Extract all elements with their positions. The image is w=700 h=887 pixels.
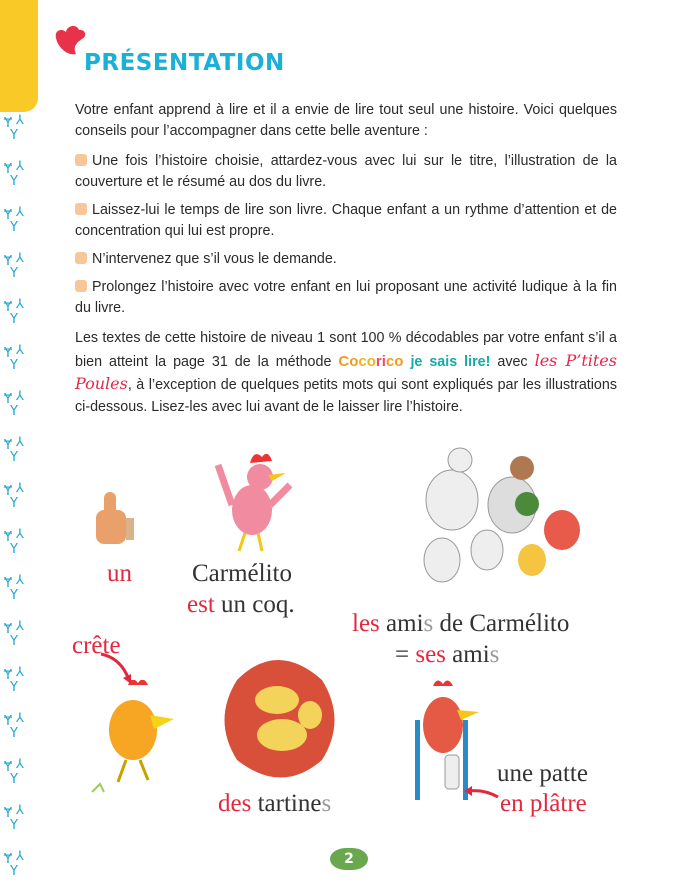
- word-les-amis: [352, 610, 569, 638]
- word-des-tartines: [218, 790, 331, 818]
- footprint-icon: Ɏ ⅄ Y: [4, 251, 24, 281]
- word-carmelito: Carmélito: [192, 560, 292, 587]
- thumbs-up-illustration: [88, 488, 138, 548]
- text: =: [395, 641, 416, 668]
- brand-part: co: [385, 352, 404, 370]
- tip-item: [75, 249, 617, 270]
- text: un coq.: [214, 591, 295, 618]
- text: Les textes de cette histoire de niveau 1 sont 100 % décodables par votre enfant s’il a bien atteint la page 31 de la méthode: [75, 330, 617, 370]
- page-number: 2: [330, 848, 368, 870]
- text: les: [352, 610, 380, 637]
- level-paragraph: [75, 328, 617, 418]
- footprint-icon: Ɏ ⅄ Y: [4, 573, 24, 603]
- bird-footprints-border: [4, 113, 36, 887]
- page-title: PRÉSENTATION: [84, 50, 285, 76]
- tip-item: [75, 200, 617, 242]
- tip-text: Une fois l’histoire choisie, attardez-vous avec lui sur le titre, l’illustration de la couverture et le résumé au dos du livre.: [75, 153, 617, 190]
- tip-item: [75, 151, 617, 193]
- footprint-icon: Ɏ ⅄ Y: [4, 619, 24, 649]
- word-un: un: [107, 560, 132, 587]
- brand-part: Co: [338, 352, 359, 370]
- brand-part: ri: [375, 352, 386, 370]
- footprint-icon: Ɏ ⅄ Y: [4, 665, 24, 695]
- text: , à l’exception de quelques petits mots qui sont expliqués par les illustrations ci-dessous. Lisez-les avec lui avant de le laisser lire l’histoire.: [75, 377, 617, 415]
- word-une-patte: une patte: [497, 760, 588, 787]
- text: ami: [445, 641, 490, 668]
- tartines-illustration: [222, 655, 337, 785]
- footprint-icon: Ɏ ⅄ Y: [4, 711, 24, 741]
- carmelito-illustration: [210, 445, 295, 555]
- text: des: [218, 790, 252, 817]
- word-crete: crête: [72, 632, 121, 659]
- intro-paragraph: Votre enfant apprend à lire et il a envie de lire tout seul une histoire. Voici quelques conseils pour l’accompagner dans cette belle aventure :: [75, 102, 617, 139]
- yellow-corner-band: [0, 0, 38, 112]
- text: s: [423, 610, 434, 637]
- brand-part: co: [358, 352, 376, 370]
- tip-text: Prolongez l’histoire avec votre enfant en lui proposant une activité ludique à la fin du livre.: [75, 279, 617, 316]
- brand-tagline: je sais lire!: [410, 353, 491, 370]
- footprint-icon: Ɏ ⅄ Y: [4, 297, 24, 327]
- footprint-icon: Ɏ ⅄ Y: [4, 343, 24, 373]
- tip-item: [75, 277, 617, 319]
- footprint-icon: Ɏ ⅄ Y: [4, 435, 24, 465]
- footprint-icon: Ɏ ⅄ Y: [4, 757, 24, 787]
- text: avec: [490, 353, 535, 370]
- cocorico-brand: [338, 353, 403, 370]
- tip-text: N’intervenez que s’il vous le demande.: [92, 251, 337, 267]
- text: est: [187, 591, 215, 618]
- footprint-icon: Ɏ ⅄ Y: [4, 113, 24, 143]
- rooster-comb-icon: [52, 24, 88, 60]
- bullet-icon: [75, 203, 87, 215]
- intro-section: [75, 100, 617, 326]
- text: s: [321, 790, 332, 817]
- cast-leg-chicken-illustration: [405, 680, 505, 800]
- text: tartine: [251, 790, 322, 817]
- word-est-un-coq: [187, 591, 295, 619]
- text: ami: [379, 610, 424, 637]
- bullet-icon: [75, 280, 87, 292]
- crete-chick-illustration: [88, 680, 183, 800]
- footprint-icon: Ɏ ⅄ Y: [4, 527, 24, 557]
- footprint-icon: Ɏ ⅄ Y: [4, 803, 24, 833]
- footprint-icon: Ɏ ⅄ Y: [4, 205, 24, 235]
- footprint-icon: Ɏ ⅄ Y: [4, 849, 24, 879]
- word-en-platre: en plâtre: [500, 790, 587, 817]
- arrow-icon: [460, 785, 500, 805]
- text: ses: [415, 641, 446, 668]
- collection-name: les P’tites Poules: [75, 350, 617, 393]
- text: de Carmélito: [433, 610, 570, 637]
- tip-text: Laissez-lui le temps de lire son livre. Chaque enfant a un rythme d’attention et de concentration qui lui est propre.: [75, 202, 617, 239]
- word-ses-amis: [395, 641, 499, 669]
- footprint-icon: Ɏ ⅄ Y: [4, 389, 24, 419]
- bullet-icon: [75, 252, 87, 264]
- bullet-icon: [75, 154, 87, 166]
- footprint-icon: Ɏ ⅄ Y: [4, 159, 24, 189]
- friends-illustration: [412, 440, 592, 595]
- footprint-icon: Ɏ ⅄ Y: [4, 481, 24, 511]
- text: s: [489, 641, 500, 668]
